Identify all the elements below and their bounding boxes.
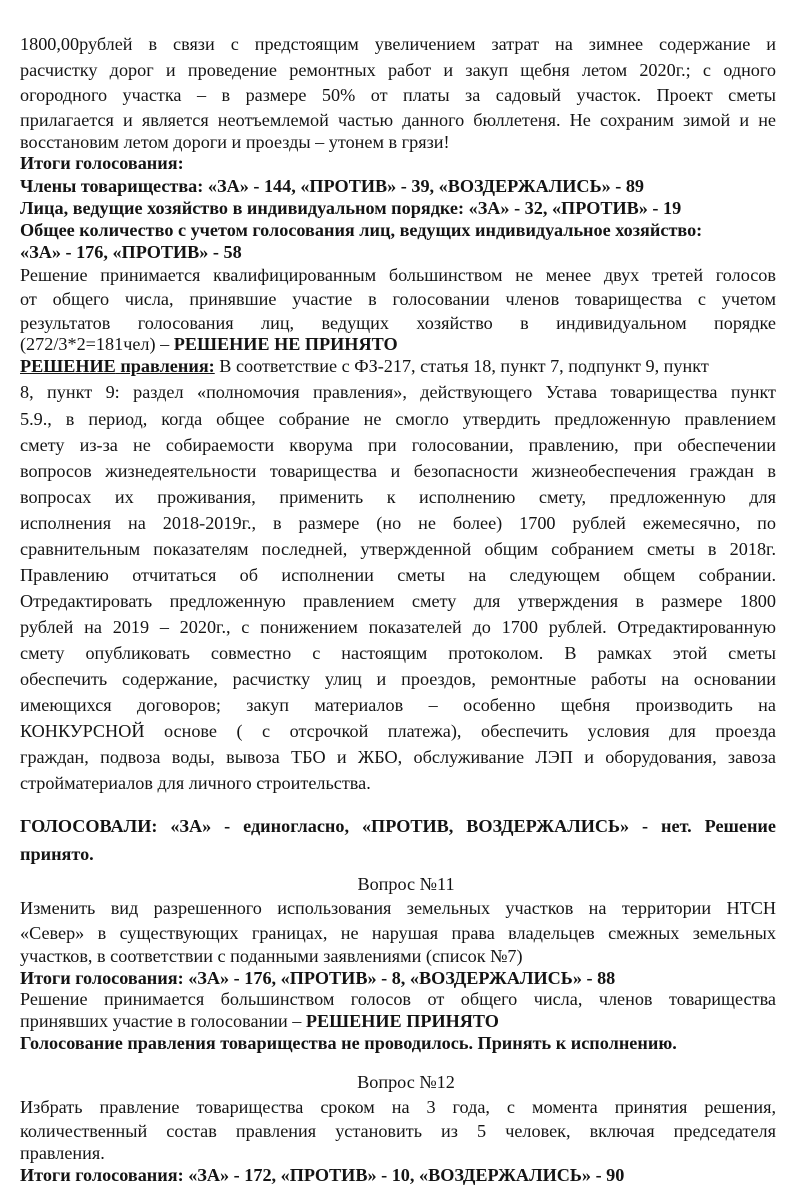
board-decision-line: вопросов жизнедеятельности товарищества и безопасности жизнеобеспечения граждан в [20,461,776,481]
question-11-decision-outcome-line [20,1010,776,1032]
paragraph-line: огородного участка – в размере 50% от платы за садовый участок. Проект сметы [20,85,776,105]
question-11-line: Изменить вид разрешенного использования земельных участков на территории НТСН [20,898,776,918]
board-decision-label: РЕШЕНИЕ [20,356,116,376]
decision-line: результатов голосования лиц, ведущих хозяйство в индивидуальном порядке [20,313,776,333]
board-decision-line: исполнения на 2018-2019г., в размере (но не более) 1700 рублей ежемесячно, по [20,513,776,533]
board-decision-text: В соответствие с ФЗ-217, статья 18, пункт 7, подпункт 9, пункт [214,356,709,376]
board-decision-first-line [20,355,776,377]
question-12-line: Избрать правление товарищества сроком на 3 года, с момента принятия решения, [20,1097,776,1117]
results-total-values: «ЗА» - 176, «ПРОТИВ» - 58 [20,242,242,262]
board-decision-line: 8, пункт 9: раздел «полномочия правления», действующего Устава товарищества пункт [20,382,776,402]
paragraph-line: прилагается и является неотъемлемой частью данного бюллетеня. Не сохраним зимой и не [20,110,776,130]
question-11-decision-outcome: РЕШЕНИЕ ПРИНЯТО [305,1011,499,1031]
question-11-results: Итоги голосования: «ЗА» - 176, «ПРОТИВ» - 8, «ВОЗДЕРЖАЛИСЬ» - 88 [20,968,616,988]
question-12-title: Вопрос №12 [357,1072,455,1092]
board-decision-line: Правлению отчитаться об исполнении сметы на следующем общем собрании. [20,565,776,585]
board-decision-line: сравнительным показателям последней, утвержденной общим собранием сметы в 2018г. [20,539,776,559]
voted-line: ГОЛОСОВАЛИ: «ЗА» - единогласно, «ПРОТИВ, ВОЗДЕРЖАЛИСЬ» - нет. Решение [20,816,776,836]
paragraph-line: 1800,00рублей в связи с предстоящим увеличением затрат на зимнее содержание и [20,34,776,54]
board-decision-line: имеющихся договоров; закуп материалов – особенно щебня производить на [20,695,776,715]
paragraph-line: расчистку дорог и проведение ремонтных работ и закуп щебня летом 2020г.; с одного [20,60,776,80]
decision-line: от общего числа, принявшие участие в голосовании членов товарищества с учетом [20,289,776,309]
decision-outcome-line [20,333,776,355]
board-decision-line: обеспечить содержание, расчистку улиц и проездов, ремонтные работы на основании [20,669,776,689]
board-decision-line: вопросах их проживания, применить к исполнению смету, предложенную для [20,487,776,507]
board-decision-line: граждан, подвоза воды, вывоза ТБО и ЖБО, обслуживание ЛЭП и оборудования, завоза [20,747,776,767]
voted-line-end: принято. [20,844,94,864]
decision-line: Решение принимается квалифицированным большинством не менее двух третей голосов [20,265,776,285]
results-total-label: Общее количество с учетом голосования лиц, ведущих индивидуальное хозяйство: [20,220,703,240]
decision-outcome: РЕШЕНИЕ НЕ ПРИНЯТО [173,334,398,354]
board-decision-line: 5.9., в период, когда общее собрание не смогло утвердить предложенную правлением [20,409,776,429]
board-decision-label-suffix: правления: [115,356,215,376]
question-12-line: количественный состав правления установить из 5 человек, включая председателя [20,1121,776,1141]
question-11-decision-text: принявших участие в голосовании – [20,1011,306,1031]
results-heading: Итоги голосования: [20,153,184,173]
board-decision-line: рублей на 2019 – 2020г., с понижением показателей до 1700 рублей. Отредактированную [20,617,776,637]
question-11-line: «Север» в существующих границах, не нарушая права владельцев смежных земельных [20,923,776,943]
paragraph-line: восстановим летом дороги и проезды – утонем в грязи! [20,132,450,152]
question-12-results: Итоги голосования: «ЗА» - 172, «ПРОТИВ» - 10, «ВОЗДЕРЖАЛИСЬ» - 90 [20,1165,625,1185]
question-11-title: Вопрос №11 [357,874,455,894]
board-decision-line: стройматериалов для личного строительства. [20,773,371,793]
question-12-line: правления. [20,1143,105,1163]
board-decision-line: смету опубликовать совместно с настоящим протоколом. В рамках этой сметы [20,643,776,663]
question-11-line: участков, в соответствии с поданными заявлениями (список №7) [20,946,523,966]
question-11-decision: Решение принимается большинством голосов от общего числа, членов товарищества [20,989,776,1009]
decision-formula: (272/3*2=181чел) – [20,334,174,354]
board-decision-line: смету из-за не собираемости кворума при голосовании, правлению, при обеспечении [20,435,776,455]
board-decision-line: Отредактировать предложенную правлением смету для утверждения в размере 1800 [20,591,776,611]
results-members: Члены товарищества: «ЗА» - 144, «ПРОТИВ» - 39, «ВОЗДЕРЖАЛИСЬ» - 89 [20,176,645,196]
board-decision-line: КОНКУРСНОЙ основе ( с отсрочкой платежа), обеспечить условия для проезда [20,721,776,741]
question-11-board-note: Голосование правления товарищества не проводилось. Принять к исполнению. [20,1033,677,1053]
results-individuals: Лица, ведущие хозяйство в индивидуальном порядке: «ЗА» - 32, «ПРОТИВ» - 19 [20,198,682,218]
